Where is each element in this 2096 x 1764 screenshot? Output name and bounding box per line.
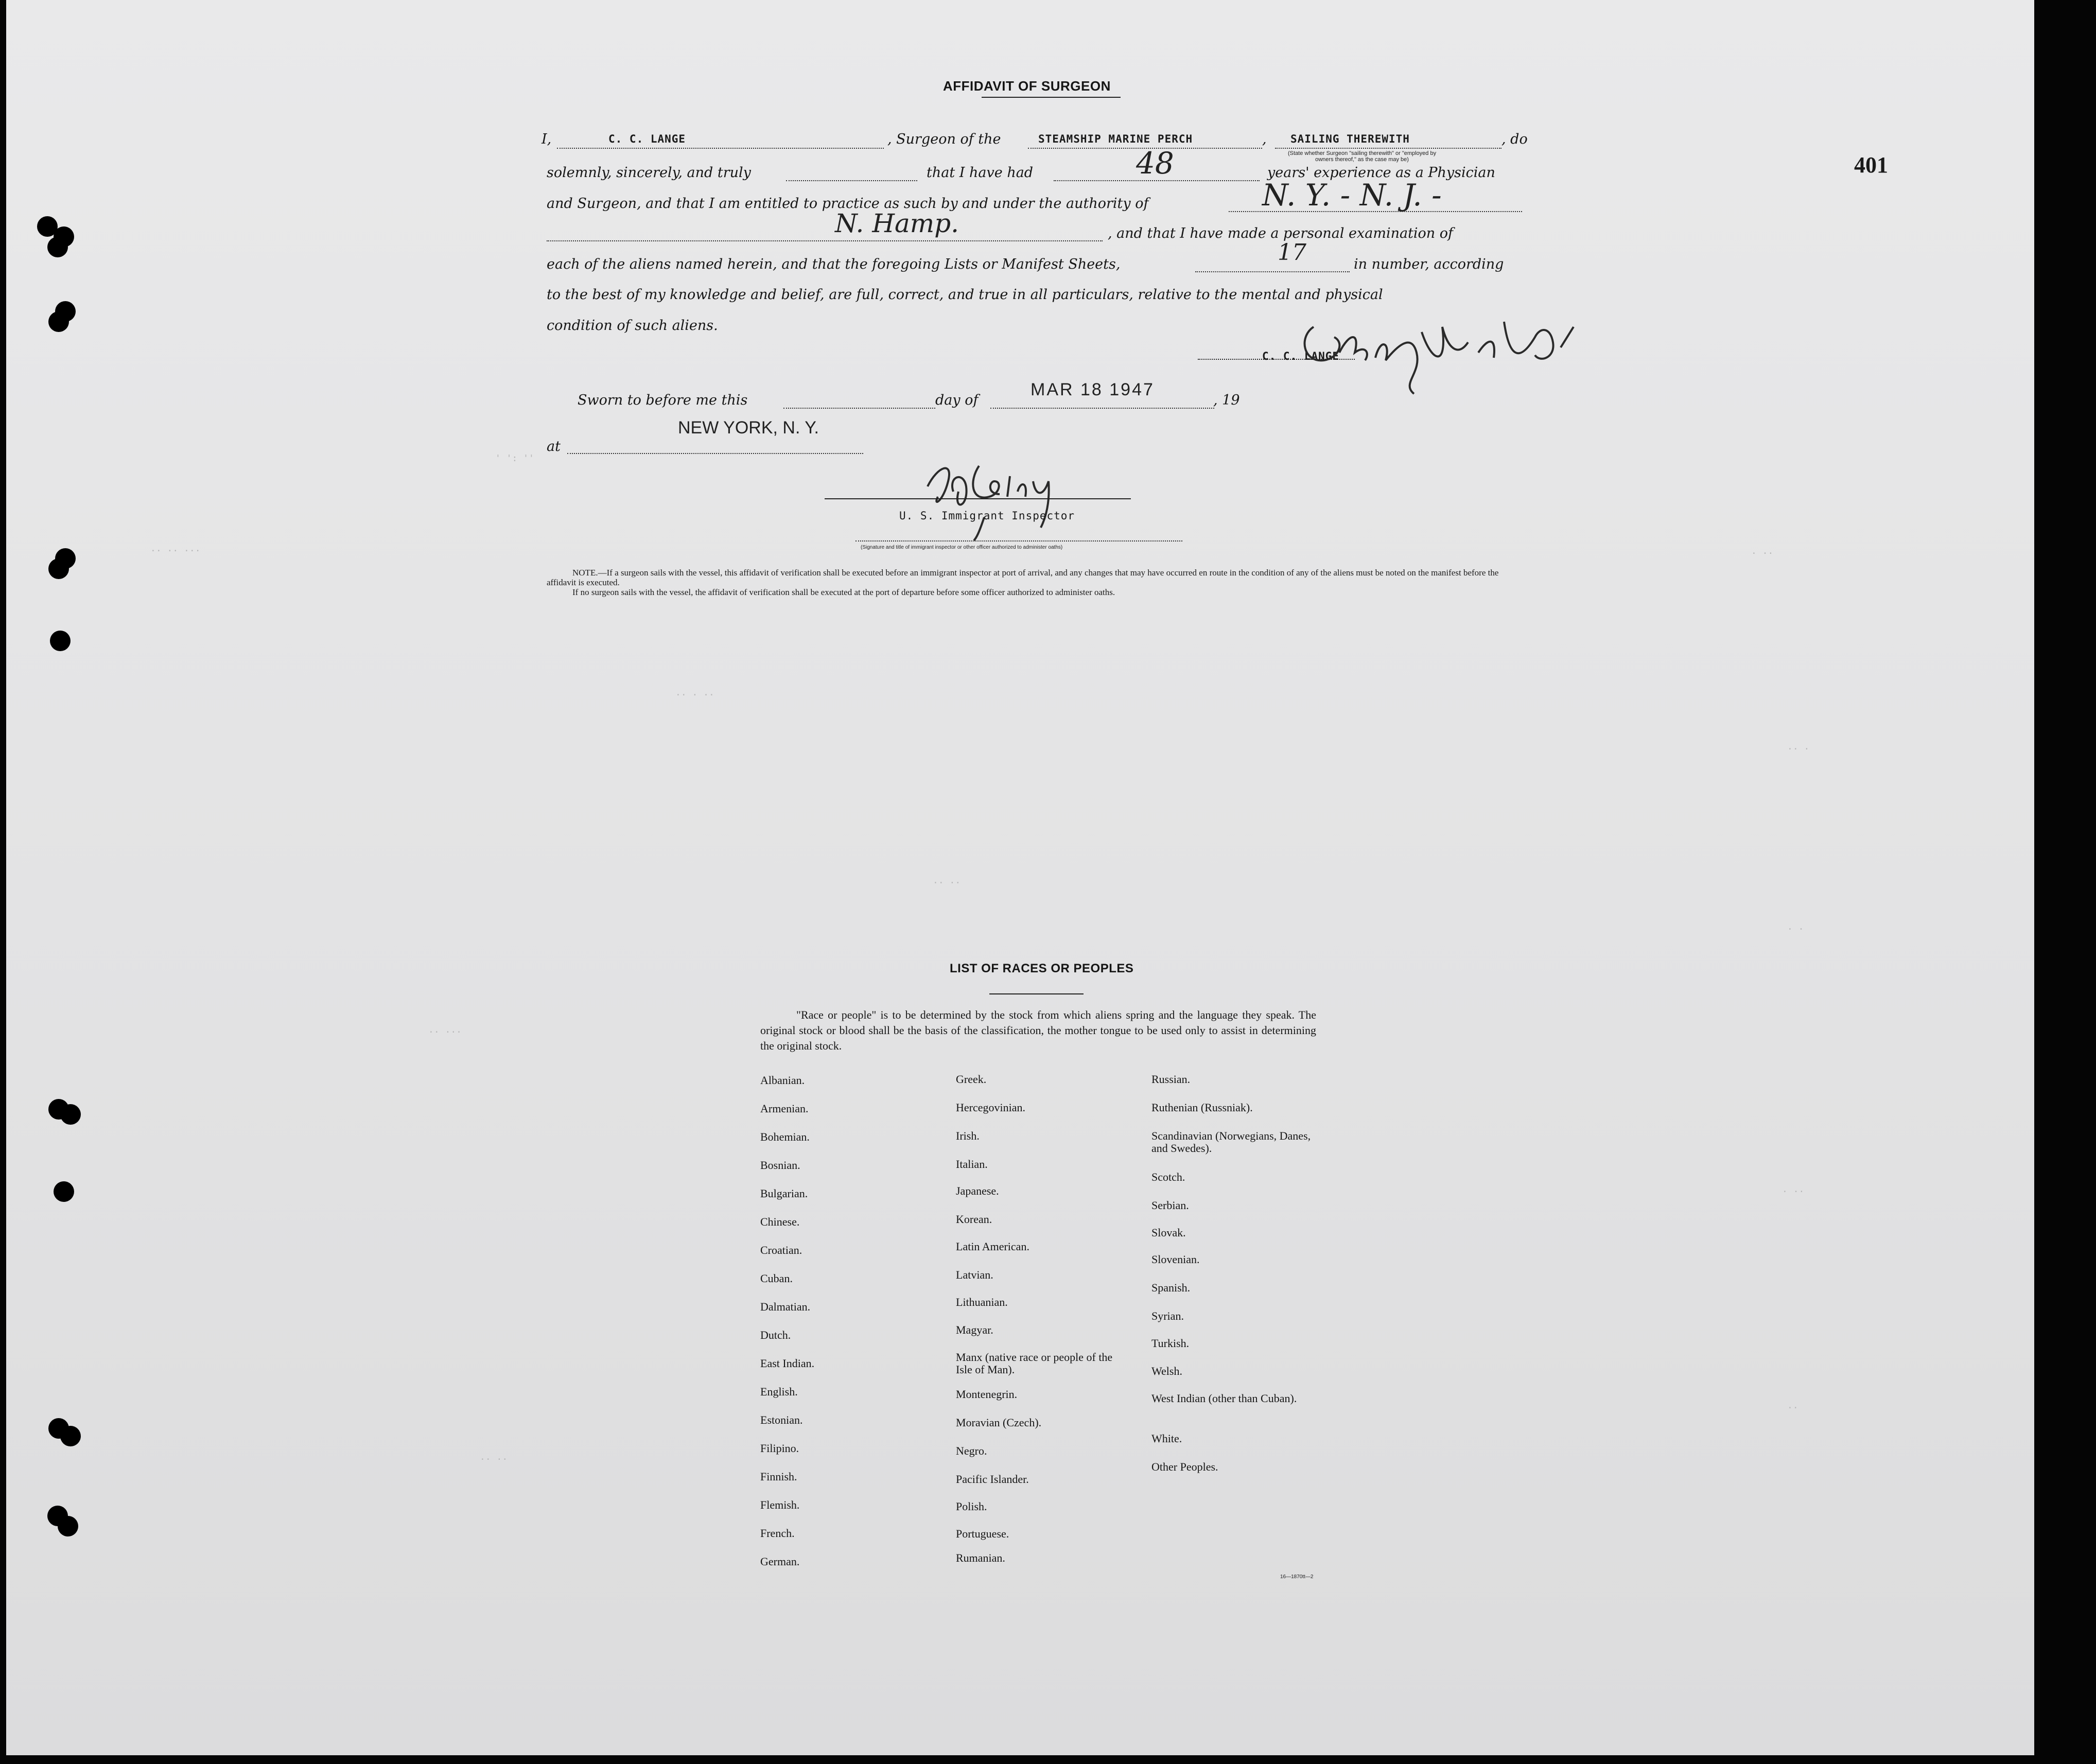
- race-entry: Japanese.: [956, 1184, 999, 1197]
- race-entry: Lithuanian.: [956, 1296, 1008, 1308]
- affidavit-text: and Surgeon, and that I am entitled to practice as such by and under the authority of: [547, 196, 1149, 212]
- race-entry: Ruthenian (Russniak).: [1151, 1101, 1253, 1114]
- sworn-text: at: [547, 439, 561, 455]
- race-entry: Finnish.: [760, 1470, 797, 1483]
- vessel-name: STEAMSHIP MARINE PERCH: [1038, 133, 1193, 145]
- race-entry: Portuguese.: [956, 1527, 1009, 1540]
- affidavit-text: ,: [1262, 131, 1267, 147]
- race-entry: Bulgarian.: [760, 1187, 808, 1200]
- state-whether-note: (State whether Surgeon "sailing therewith" or "employed by owners thereof," as the case may be): [1288, 150, 1437, 163]
- race-entry: Scandinavian (Norwegians, Danes, and Swedes).: [1151, 1129, 1311, 1155]
- affidavit-text: each of the aliens named herein, and that the foregoing Lists or Manifest Sheets,: [547, 256, 1121, 272]
- race-entry: Turkish.: [1151, 1337, 1190, 1350]
- affidavit-title: AFFIDAVIT OF SURGEON: [943, 78, 1111, 94]
- race-entry: West Indian (other than Cuban).: [1151, 1392, 1297, 1405]
- affidavit-text: solemnly, sincerely, and truly: [547, 165, 751, 181]
- race-entry: Montenegrin.: [956, 1388, 1018, 1401]
- affidavit-text: condition of such aliens.: [547, 318, 718, 334]
- race-entry: Albanian.: [760, 1074, 805, 1087]
- race-entry: Latin American.: [956, 1240, 1029, 1253]
- race-entry: Bosnian.: [760, 1159, 800, 1172]
- name-field-line: [557, 148, 884, 149]
- sworn-text: Sworn to before me this: [578, 392, 748, 408]
- races-title-underline: [989, 993, 1084, 994]
- affidavit-text: that I have had: [927, 165, 1034, 181]
- years-experience: 48: [1136, 146, 1174, 181]
- race-entry: Syrian.: [1151, 1309, 1184, 1322]
- race-entry: Pacific Islander.: [956, 1473, 1029, 1486]
- race-entry: Russian.: [1151, 1073, 1191, 1086]
- inspector-signature: [917, 445, 1133, 543]
- race-entry: Filipino.: [760, 1442, 799, 1455]
- race-entry: French.: [760, 1527, 795, 1540]
- place-stamp: NEW YORK, N. Y.: [678, 418, 819, 438]
- authority-continued: N. Hamp.: [835, 208, 959, 238]
- surgeon-name: C. C. LANGE: [608, 133, 686, 145]
- sailing-status: SAILING THEREWITH: [1290, 133, 1410, 145]
- sworn-text: , 19: [1213, 392, 1240, 408]
- title-underline: [982, 97, 1121, 98]
- date-stamp: MAR 18 1947: [1030, 380, 1155, 399]
- race-entry: Chinese.: [760, 1215, 800, 1228]
- race-entry: English.: [760, 1385, 798, 1398]
- race-entry: Latvian.: [956, 1268, 993, 1281]
- race-entry: Scotch.: [1151, 1171, 1185, 1183]
- affidavit-text: years' experience as a Physician: [1267, 165, 1495, 181]
- race-entry: Polish.: [956, 1500, 987, 1513]
- surgeon-typed-name: C. C. LANGE: [1262, 350, 1340, 362]
- race-entry: Cuban.: [760, 1272, 793, 1285]
- blank-line: [786, 180, 917, 181]
- affidavit-text: , and that I have made a personal examination of: [1108, 225, 1454, 241]
- race-entry: Spanish.: [1151, 1281, 1191, 1294]
- race-entry: Negro.: [956, 1444, 987, 1457]
- affidavit-text: , Surgeon of the: [887, 131, 1001, 147]
- sheets-field-line: [1195, 271, 1350, 272]
- sworn-text: day of: [935, 392, 979, 408]
- affidavit-text: I,: [542, 131, 552, 147]
- inspector-signature-line: [825, 498, 1131, 499]
- race-entry: Magyar.: [956, 1323, 993, 1336]
- inspector-title-line: [855, 540, 1182, 542]
- race-entry: Armenian.: [760, 1102, 809, 1115]
- affidavit-text: in number, according: [1354, 256, 1504, 272]
- race-entry: Other Peoples.: [1151, 1460, 1218, 1473]
- race-entry: Flemish.: [760, 1498, 800, 1511]
- inspector-title: U. S. Immigrant Inspector: [899, 510, 1075, 522]
- race-entry: Bohemian.: [760, 1130, 810, 1143]
- inspector-caption: (Signature and title of immigrant inspector or other officer authorized to administer oaths): [861, 545, 1063, 550]
- sailing-field-line: [1275, 148, 1501, 149]
- authority-state: N. Y. - N. J. -: [1262, 178, 1442, 213]
- race-entry: Serbian.: [1151, 1199, 1189, 1212]
- race-entry: German.: [760, 1555, 800, 1568]
- race-entry: Dalmatian.: [760, 1300, 811, 1313]
- race-entry: Slovak.: [1151, 1226, 1186, 1239]
- races-title: LIST OF RACES OR PEOPLES: [950, 962, 1134, 975]
- sworn-day-line: [783, 408, 935, 409]
- affidavit-text: to the best of my knowledge and belief, are full, correct, and true in all particulars, relative to the mental and physical: [547, 287, 1383, 303]
- race-entry: White.: [1151, 1432, 1182, 1445]
- affidavit-text: , do: [1501, 131, 1528, 147]
- race-entry: Korean.: [956, 1213, 992, 1226]
- surgeon-signature: [1293, 296, 1602, 399]
- race-entry: Moravian (Czech).: [956, 1416, 1042, 1429]
- sheet-count: 17: [1278, 239, 1306, 266]
- race-entry: Slovenian.: [1151, 1253, 1200, 1266]
- race-entry: Irish.: [956, 1129, 980, 1142]
- race-entry: Dutch.: [760, 1329, 791, 1341]
- race-entry: Hercegovinian.: [956, 1101, 1025, 1114]
- date-field-line: [990, 408, 1214, 409]
- race-entry: Estonian.: [760, 1413, 803, 1426]
- place-field-line: [567, 453, 863, 454]
- race-entry: East Indian.: [760, 1357, 815, 1370]
- page-number: 401: [1854, 152, 1888, 178]
- race-entry: Greek.: [956, 1073, 987, 1086]
- authority-continued-line: [547, 240, 1103, 241]
- document-page: ' ': '' .. .. ... . .. .. . .. .. . .. .. . . .. ... . .. .. .. .. 401 AFFIDAVIT OF SURGEON I, C. C. LANGE , Surgeon of the STEAMSHIP MARINE PERCH , SAILING THEREWITH , do (State whether Surgeon "sailing therewith" or "employed by owners thereof," as the case may be) solemnly, sincerely, and truly that I have had 48 years' experience as a Physician and Surgeon, and that I am entitled to practice as such by and under the authority of N. Y. - N. J. - N. Hamp. , and that I have made a personal examination of each of the aliens named herein, and that the foregoing Lists or Manifest Sheets, 17 in number, according to the best of my knowledge and belief, are full, correct, and true in all particulars, relative to the mental and physical condition of such aliens. C. C. LANGE Sworn to before me this day of MAR 18 1947 , 19 at NEW YORK, N. Y. U. S. Immigrant Inspector (Signature and title of immigrant inspector or other officer authorized to administer oaths) NOTE.—If a surgeon sails with the vessel, this affidavit of verification shall be executed before an immigrant inspector at port of arrival, and any changes that may have occurred en route in the condition of any of the aliens must be noted on the manifest before the affidavit is executed. If no surgeon sails with the vessel, the affidavit of verification shall be executed at the port of departure before some officer authorized to administer oaths. LIST OF RACES OR PEOPLES "Race or people" is to be determined by the stock from which aliens spring and the language they speak. The original stock or blood shall be the basis of the classification, the mother tongue to be used only to assist in determining the original stock. Albanian. Armenian. Bohemian. Bosnian. Bulgarian. Chinese. Croatian. Cuban. Dalmatian. Dutch. East Indian. English. Estonian. Filipino. Finnish. Flemish. French. German. Greek. Hercegovinian. Irish. Italian. Japanese. Korean. Latin American. Latvian. Lithuanian. Magyar. Manx (native race or people of the Isle of Man). Montenegrin. Moravian (Czech). Negro. Pacific Islander. Polish. Portuguese. Rumanian. Russian. Ruthenian (Russniak). Scandinavian (Norwegians, Danes, and Swedes). Scotch. Serbian. Slovak. Slovenian. Spanish. Syrian. Turkish. Welsh. West Indian (other than Cuban). White. Other Peoples. 16—1870tt—2: [6, 0, 2034, 1755]
- race-entry: Rumanian.: [956, 1551, 1005, 1564]
- race-entry: Croatian.: [760, 1244, 802, 1256]
- race-entry: Italian.: [956, 1158, 988, 1171]
- race-entry: Welsh.: [1151, 1365, 1182, 1377]
- races-intro: "Race or people" is to be determined by the stock from which aliens spring and the language they speak. The original stock or blood shall be the basis of the classification, the mother tongue to be used only to assist in determining the original stock.: [760, 1008, 1316, 1052]
- form-code: 16—1870tt—2: [1280, 1574, 1314, 1580]
- note-paragraph: NOTE.—If a surgeon sails with the vessel, this affidavit of verification shall be executed before an immigrant inspector at port of arrival, and any changes that may have occurred en route in the condition of any of the aliens must be noted on the manifest before the affidavit is executed. If no surgeon sails with the vessel, the affidavit of verification shall be executed at the port of departure before some officer authorized to administer oaths.: [547, 568, 1499, 597]
- race-entry: Manx (native race or people of the Isle of Man).: [956, 1351, 1113, 1376]
